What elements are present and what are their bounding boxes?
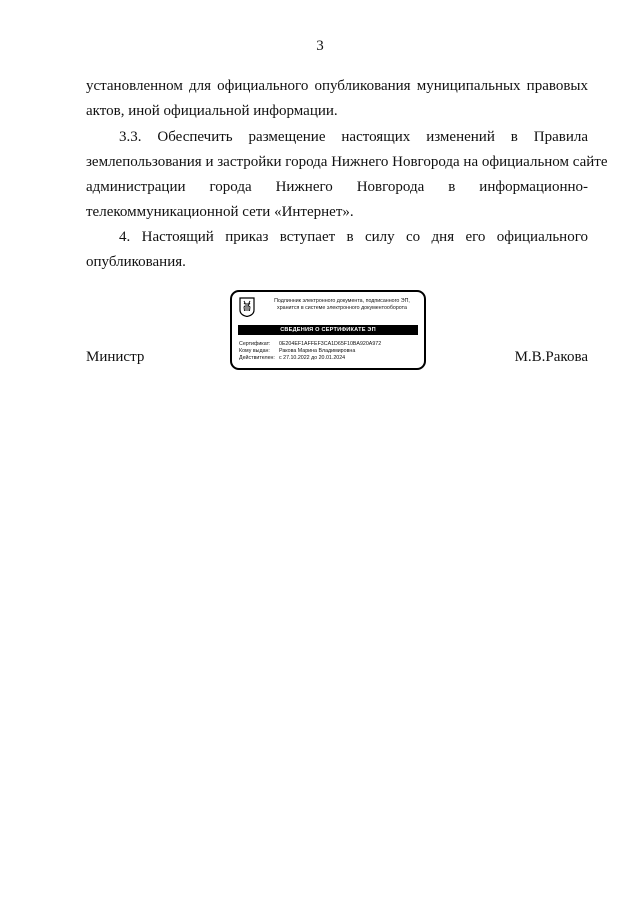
stamp-header-line-1: Подлинник электронного документа, подписанного ЭП, <box>274 298 410 304</box>
valid-label: Действителен: <box>239 355 275 361</box>
paragraph-1-line-1: установленном для официального опубликования муниципальных правовых <box>86 78 588 94</box>
stamp-header <box>260 298 424 312</box>
signer-position: Министр <box>86 349 145 365</box>
paragraph-3-line-1: 4. Настоящий приказ вступает в силу со дня его официального <box>119 229 588 245</box>
paragraph-2-line-2: землепользования и застройки города Нижнего Новгорода на официальном сайте <box>86 154 608 170</box>
certificate-label: Сертификат: <box>239 341 271 347</box>
paragraph-2-line-4: телекоммуникационной сети «Интернет». <box>86 204 354 220</box>
page-number: 3 <box>316 38 324 54</box>
paragraph-1-line-2: актов, иной официальной информации. <box>86 103 338 119</box>
signer-name: М.В.Ракова <box>514 349 588 365</box>
stamp-issued-to-row <box>239 348 355 355</box>
paragraph-2-line-1: 3.3. Обеспечить размещение настоящих изменений в Правила <box>119 129 588 145</box>
valid-value: с 27.10.2022 до 20.01.2024 <box>279 355 346 361</box>
certificate-value: 0E204EF1AFFEF3CA1D65F10BA920A972 <box>279 341 382 347</box>
issued-to-label: Кому выдан: <box>239 348 270 354</box>
electronic-signature-stamp <box>230 290 426 370</box>
stamp-certificate-row <box>239 341 381 348</box>
stamp-valid-row <box>239 355 345 362</box>
issued-to-value: Ракова Марина Владимировна <box>279 348 356 354</box>
stamp-header-line-2: хранится в системе электронного документооборота <box>277 305 407 311</box>
paragraph-2-line-3: администрации города Нижнего Новгорода в информационно- <box>86 179 588 195</box>
stamp-title-bar: СВЕДЕНИЯ О СЕРТИФИКАТЕ ЭП <box>238 325 418 335</box>
paragraph-3-line-2: опубликования. <box>86 254 186 270</box>
deer-emblem-icon <box>239 297 255 317</box>
